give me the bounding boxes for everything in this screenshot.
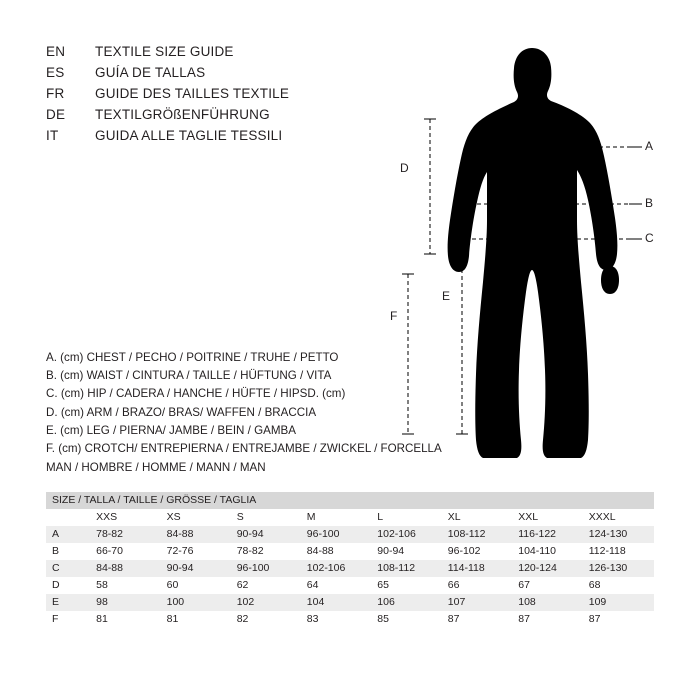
table-row <box>46 611 654 628</box>
cell: 100 <box>161 594 231 611</box>
column-header-xl: XL <box>442 509 512 526</box>
cell: 96-102 <box>442 543 512 560</box>
row-label-a: A <box>46 526 90 543</box>
cell: 114-118 <box>442 560 512 577</box>
cell: 81 <box>161 611 231 628</box>
cell: 87 <box>583 611 654 628</box>
column-header-l: L <box>371 509 441 526</box>
table-title: SIZE / TALLA / TAILLE / GRÖSSE / TAGLIA <box>46 492 654 509</box>
cell: 126-130 <box>583 560 654 577</box>
callout-label-f: F <box>390 309 398 323</box>
language-title: GUIDA ALLE TAGLIE TESSILI <box>95 128 283 143</box>
cell: 66 <box>442 577 512 594</box>
cell: 64 <box>301 577 371 594</box>
cell: 107 <box>442 594 512 611</box>
language-row <box>46 107 376 128</box>
row-label-e: E <box>46 594 90 611</box>
cell: 90-94 <box>161 560 231 577</box>
cell: 109 <box>583 594 654 611</box>
cell: 90-94 <box>231 526 301 543</box>
cell: 104 <box>301 594 371 611</box>
cell: 102-106 <box>371 526 441 543</box>
cell: 81 <box>90 611 160 628</box>
legend-line-e: E. (cm) LEG / PIERNA/ JAMBE / BEIN / GAMBA <box>46 423 296 437</box>
cell: 108-112 <box>442 526 512 543</box>
cell: 60 <box>161 577 231 594</box>
language-title: TEXTILE SIZE GUIDE <box>95 44 234 59</box>
table-title-row <box>46 492 654 509</box>
cell: 104-110 <box>512 543 582 560</box>
cell: 90-94 <box>371 543 441 560</box>
table-row <box>46 594 654 611</box>
table-row <box>46 577 654 594</box>
man-silhouette-icon <box>448 48 619 458</box>
cell: 87 <box>512 611 582 628</box>
column-header-m: M <box>301 509 371 526</box>
cell: 66-70 <box>90 543 160 560</box>
language-title: TEXTILGRÖßENFÜHRUNG <box>95 107 270 122</box>
cell: 67 <box>512 577 582 594</box>
legend-line-c: C. (cm) HIP / CADERA / HANCHE / HÜFTE / HIPSD. (cm) <box>46 387 346 401</box>
column-header-xxxl: XXXL <box>583 509 654 526</box>
cell: 84-88 <box>90 560 160 577</box>
cell: 98 <box>90 594 160 611</box>
column-header-xs: XS <box>161 509 231 526</box>
cell: 116-122 <box>512 526 582 543</box>
table-row <box>46 560 654 577</box>
cell: 58 <box>90 577 160 594</box>
column-header-xxl: XXL <box>512 509 582 526</box>
callout-label-e: E <box>442 289 451 303</box>
cell: 82 <box>231 611 301 628</box>
cell: 85 <box>371 611 441 628</box>
size-table-wrapper <box>46 492 654 628</box>
callout-label-d: D <box>400 161 409 175</box>
cell: 96-100 <box>231 560 301 577</box>
legend-line-b: B. (cm) WAIST / CINTURA / TAILLE / HÜFTUNG / VITA <box>46 369 332 383</box>
cell: 106 <box>371 594 441 611</box>
legend-line-a: A. (cm) CHEST / PECHO / POITRINE / TRUHE / PETTO <box>46 351 339 364</box>
language-code: FR <box>46 86 65 101</box>
cell: 102-106 <box>301 560 371 577</box>
language-code: DE <box>46 107 66 122</box>
callout-label-c: C <box>645 231 654 245</box>
cell: 120-124 <box>512 560 582 577</box>
measurement-legend <box>46 349 466 458</box>
cell: 72-76 <box>161 543 231 560</box>
column-header-xxs: XXS <box>90 509 160 526</box>
callout-label-a: A <box>645 139 654 153</box>
row-label-b: B <box>46 543 90 560</box>
language-row <box>46 44 376 65</box>
cell: 84-88 <box>161 526 231 543</box>
cell: 87 <box>442 611 512 628</box>
language-code: ES <box>46 65 65 80</box>
row-label-d: D <box>46 577 90 594</box>
cell: 78-82 <box>90 526 160 543</box>
cell: 78-82 <box>231 543 301 560</box>
gender-label: MAN / HOMBRE / HOMME / MANN / MAN <box>46 461 266 474</box>
language-title: GUIDE DES TAILLES TEXTILE <box>95 86 290 101</box>
language-title-block <box>46 44 376 149</box>
table-row <box>46 543 654 560</box>
cell: 124-130 <box>583 526 654 543</box>
row-label-f: F <box>46 611 90 628</box>
row-label-c: C <box>46 560 90 577</box>
cell: 102 <box>231 594 301 611</box>
cell: 108-112 <box>371 560 441 577</box>
table-column-header-row <box>46 509 654 526</box>
table-row <box>46 526 654 543</box>
language-code: EN <box>46 44 66 59</box>
column-header-s: S <box>231 509 301 526</box>
legend-line-f: F. (cm) CROTCH/ ENTREPIERNA / ENTREJAMBE / ZWICKEL / FORCELLA <box>46 442 442 456</box>
legend-line-d: D. (cm) ARM / BRAZO/ BRAS/ WAFFEN / BRACCIA <box>46 405 317 419</box>
cell: 62 <box>231 577 301 594</box>
language-row <box>46 65 376 86</box>
column-header-blank <box>46 509 90 526</box>
language-row <box>46 86 376 107</box>
cell: 84-88 <box>301 543 371 560</box>
language-row <box>46 128 376 149</box>
cell: 83 <box>301 611 371 628</box>
language-title: GUÍA DE TALLAS <box>95 65 206 80</box>
cell: 65 <box>371 577 441 594</box>
size-table <box>46 492 654 628</box>
cell: 108 <box>512 594 582 611</box>
cell: 96-100 <box>301 526 371 543</box>
language-code: IT <box>46 128 59 143</box>
cell: 112-118 <box>583 543 654 560</box>
cell: 68 <box>583 577 654 594</box>
callout-label-b: B <box>645 196 654 210</box>
